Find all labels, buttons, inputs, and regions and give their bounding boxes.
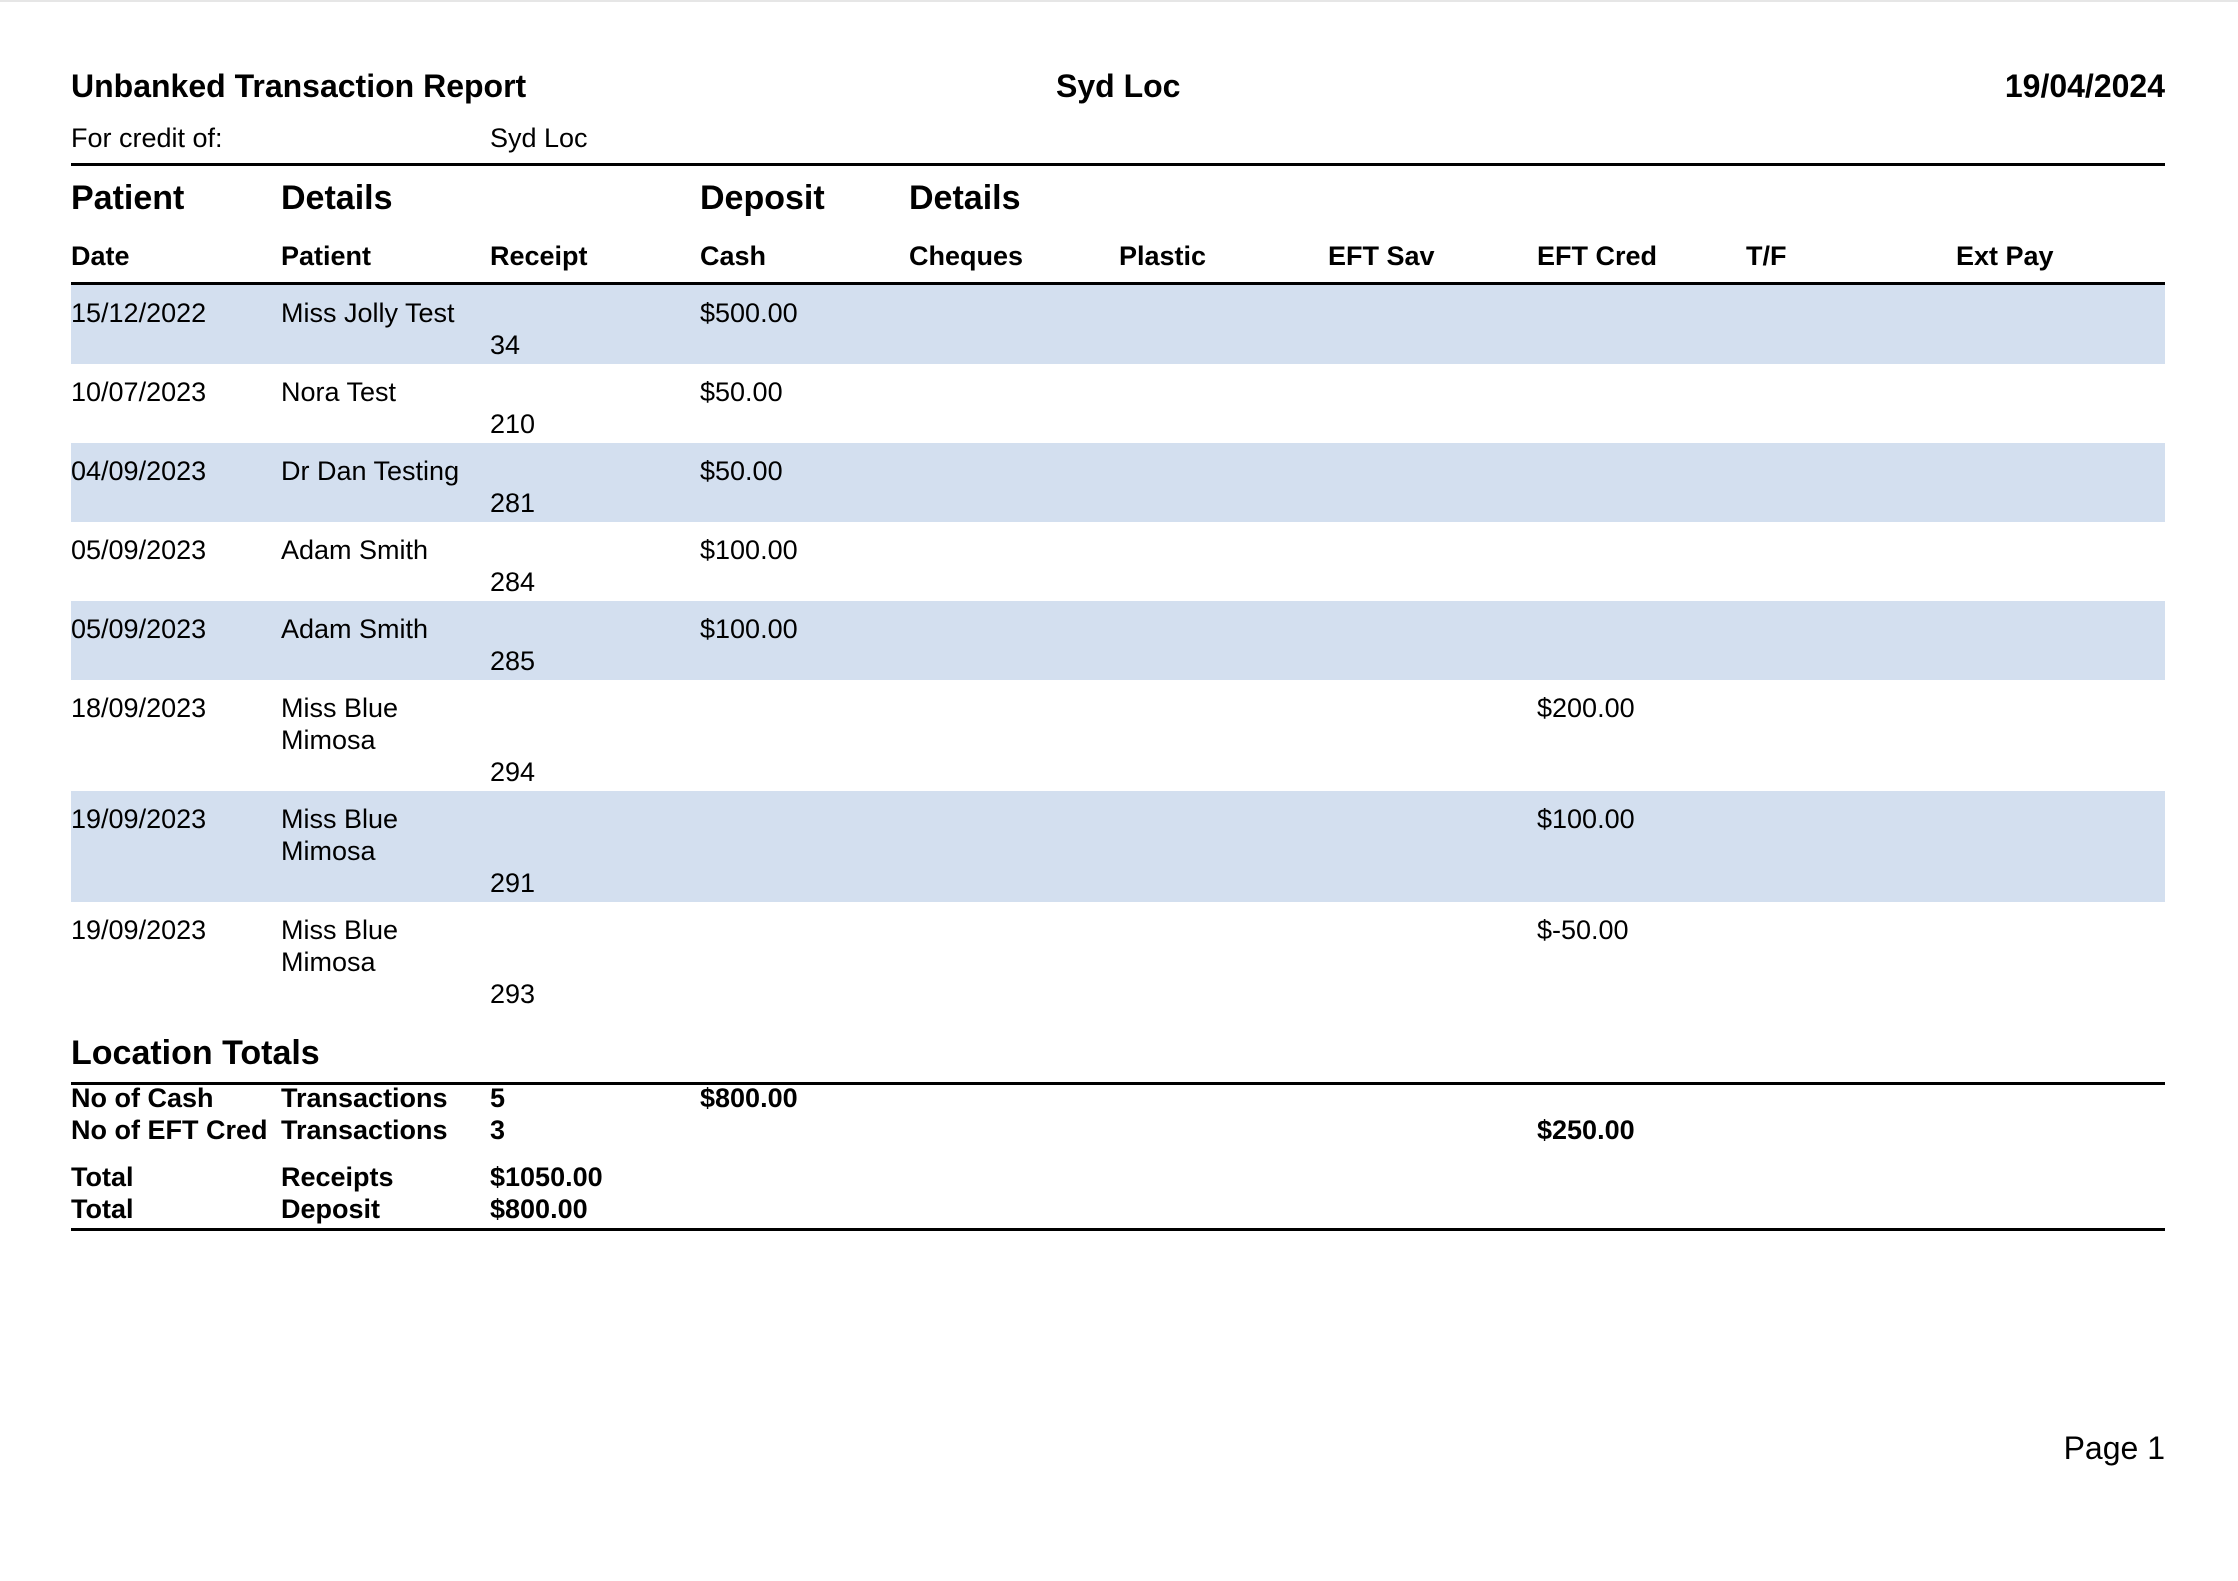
eft-count-value: 3 xyxy=(490,1115,506,1145)
row-patient: Dr Dan Testing xyxy=(281,456,460,486)
total-receipts-value: $1050.00 xyxy=(490,1162,603,1192)
eft-count-label: No of EFT Cred xyxy=(71,1115,268,1145)
col-header-receipt: Receipt xyxy=(490,241,588,271)
row-patient: Adam Smith xyxy=(281,535,429,565)
table-row xyxy=(71,522,2165,601)
row-receipt: 284 xyxy=(490,567,536,597)
table-row xyxy=(71,791,2165,902)
row-patient: Miss Jolly Test xyxy=(281,298,455,328)
row-date: 05/09/2023 xyxy=(71,535,207,565)
row-receipt: 294 xyxy=(490,757,536,787)
row-patient: Miss Blue Mimosa xyxy=(281,804,399,866)
table-row xyxy=(71,364,2165,443)
row-patient: Nora Test xyxy=(281,377,397,407)
col-header-tf: T/F xyxy=(1746,241,1787,271)
row-eft-cred: $200.00 xyxy=(1537,693,1635,723)
page-number: Page 1 xyxy=(2063,1430,2165,1466)
row-patient: Miss Blue Mimosa xyxy=(281,915,399,977)
row-date: 04/09/2023 xyxy=(71,456,207,486)
report-page xyxy=(71,0,2165,1581)
cash-total-amount: $800.00 xyxy=(700,1083,798,1113)
group-header-details-2: Details xyxy=(909,179,1021,217)
row-cash: $500.00 xyxy=(700,298,798,328)
table-row xyxy=(71,680,2165,791)
row-cash: $50.00 xyxy=(700,456,783,486)
table-row xyxy=(71,902,2165,1013)
total-receipts-label: Total xyxy=(71,1162,134,1192)
cash-count-value: 5 xyxy=(490,1083,506,1113)
row-date: 19/09/2023 xyxy=(71,915,207,945)
total-deposit-value: $800.00 xyxy=(490,1194,588,1224)
row-cash: $50.00 xyxy=(700,377,783,407)
report-location: Syd Loc xyxy=(1056,68,1181,104)
col-header-cash: Cash xyxy=(700,241,767,271)
report-date: 19/04/2024 xyxy=(2004,68,2165,104)
row-cash: $100.00 xyxy=(700,535,798,565)
totals-bottom-rule xyxy=(71,1228,2165,1231)
row-receipt: 34 xyxy=(490,330,521,360)
location-totals-heading: Location Totals xyxy=(71,1034,320,1072)
total-receipts-label-2: Receipts xyxy=(281,1162,394,1192)
table-row xyxy=(71,601,2165,680)
row-receipt: 291 xyxy=(490,868,536,898)
table-row xyxy=(71,285,2165,364)
group-header-patient: Patient xyxy=(71,179,185,217)
row-receipt: 293 xyxy=(490,979,536,1009)
row-date: 18/09/2023 xyxy=(71,693,207,723)
table-row xyxy=(71,443,2165,522)
col-header-ext-pay: Ext Pay xyxy=(1956,241,2054,271)
row-date: 10/07/2023 xyxy=(71,377,207,407)
row-receipt: 281 xyxy=(490,488,536,518)
credit-label: For credit of: xyxy=(71,123,223,153)
eft-count-label-2: Transactions xyxy=(281,1115,448,1145)
report-title: Unbanked Transaction Report xyxy=(71,68,527,104)
col-header-eft-sav: EFT Sav xyxy=(1328,241,1435,271)
total-deposit-label-2: Deposit xyxy=(281,1194,381,1224)
row-eft-cred: $100.00 xyxy=(1537,804,1635,834)
cash-count-label-2: Transactions xyxy=(281,1083,448,1113)
row-eft-cred: $-50.00 xyxy=(1537,915,1629,945)
row-receipt: 285 xyxy=(490,646,536,676)
group-header-details: Details xyxy=(281,179,393,217)
col-header-date: Date xyxy=(71,241,130,271)
col-header-eft-cred: EFT Cred xyxy=(1537,241,1658,271)
row-patient: Adam Smith xyxy=(281,614,429,644)
row-date: 15/12/2022 xyxy=(71,298,207,328)
col-header-patient: Patient xyxy=(281,241,372,271)
header-rule xyxy=(71,163,2165,166)
group-header-deposit: Deposit xyxy=(700,179,825,217)
eft-cred-total-amount: $250.00 xyxy=(1537,1115,1635,1145)
col-header-plastic: Plastic xyxy=(1119,241,1207,271)
col-header-cheques: Cheques xyxy=(909,241,1024,271)
total-deposit-label: Total xyxy=(71,1194,134,1224)
row-receipt: 210 xyxy=(490,409,536,439)
cash-count-label: No of Cash xyxy=(71,1083,214,1113)
row-patient: Miss Blue Mimosa xyxy=(281,693,399,755)
row-date: 05/09/2023 xyxy=(71,614,207,644)
row-date: 19/09/2023 xyxy=(71,804,207,834)
credit-value: Syd Loc xyxy=(490,123,588,153)
row-cash: $100.00 xyxy=(700,614,798,644)
